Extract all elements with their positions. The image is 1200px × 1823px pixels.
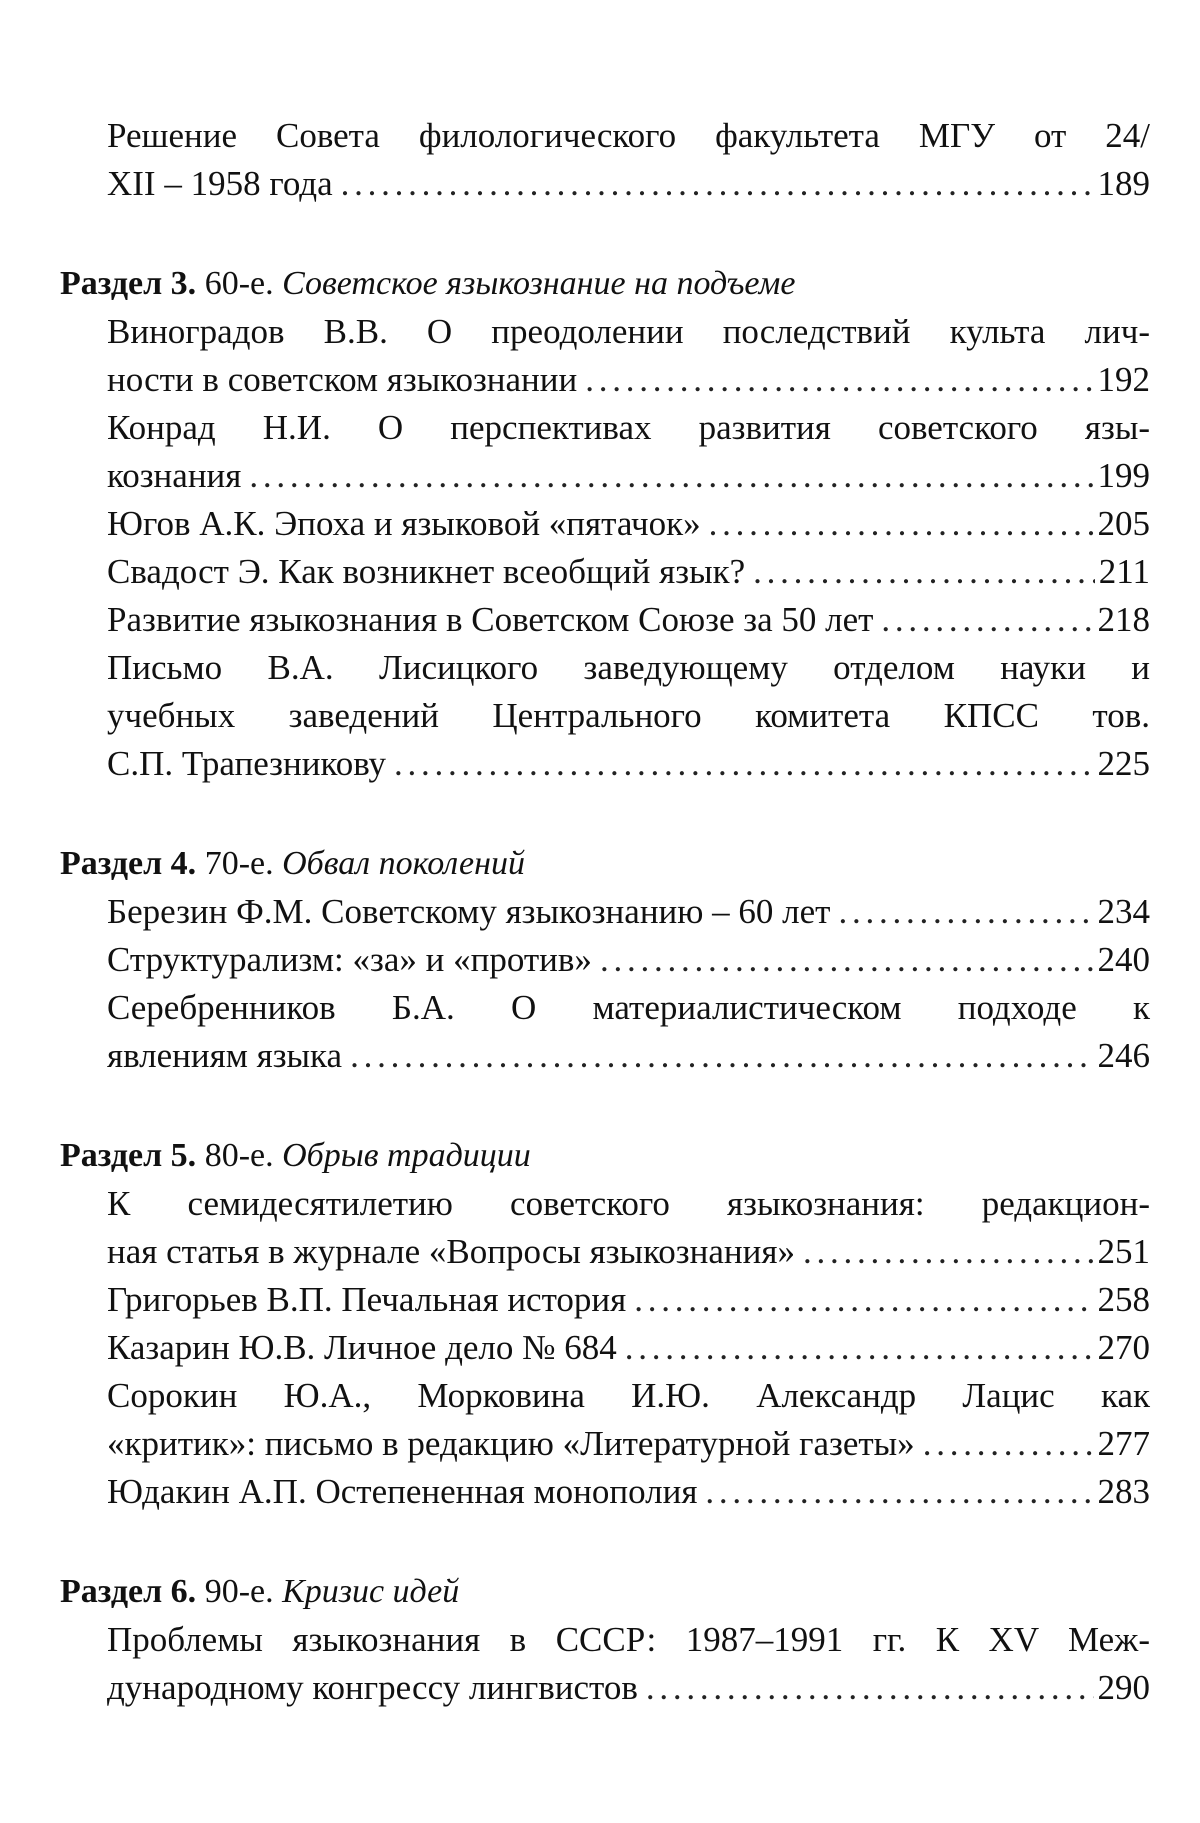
section-decade: 60-е. xyxy=(204,265,274,302)
section-heading xyxy=(60,1132,1150,1180)
entry-last-line xyxy=(107,1664,1150,1712)
entry-last-line xyxy=(107,1276,1150,1324)
page-number: 258 xyxy=(1097,1280,1150,1319)
page-number: 283 xyxy=(1097,1472,1150,1511)
toc-entry xyxy=(107,1276,1150,1324)
dot-leader xyxy=(350,1032,1093,1080)
dot-leader xyxy=(394,740,1093,788)
toc-entry xyxy=(107,936,1150,984)
toc-intro xyxy=(60,112,1150,208)
entry-line: Серебренников Б.А. О материалистическом подходе к xyxy=(107,988,1150,1027)
entry-line: Письмо В.А. Лисицкого заведующему отделом науки и xyxy=(107,648,1150,687)
toc-entry xyxy=(107,548,1150,596)
entry-text: Структурализм: «за» и «против» xyxy=(107,940,592,979)
entry-last-line xyxy=(107,740,1150,788)
dot-leader xyxy=(249,452,1093,500)
dot-leader xyxy=(881,596,1093,644)
section-decade: 90-е. xyxy=(204,1573,274,1610)
entry-text: кознания xyxy=(107,456,242,495)
entry-last-line xyxy=(107,500,1150,548)
page-number: 225 xyxy=(1097,744,1150,783)
toc-entry xyxy=(107,984,1150,1080)
table-of-contents xyxy=(60,112,1150,1764)
toc-section-4 xyxy=(60,840,1150,1080)
entry-text: Развитие языкознания в Советском Союзе за 50 лет xyxy=(107,600,874,639)
section-heading xyxy=(60,840,1150,888)
entry-last-line xyxy=(107,356,1150,404)
page-number: 234 xyxy=(1097,892,1150,931)
section-decade: 70-е. xyxy=(204,845,274,882)
entry-line: К семидесятилетию советского языкознания: редакцион- xyxy=(107,1184,1150,1223)
toc-entry xyxy=(107,596,1150,644)
dot-leader xyxy=(646,1664,1094,1712)
entry-last-line xyxy=(107,1420,1150,1468)
entry-last-line xyxy=(107,888,1150,936)
entry-line: Сорокин Ю.А., Морковина И.Ю. Александр Лацис как xyxy=(107,1376,1150,1415)
entry-last-line xyxy=(107,596,1150,644)
page-number: 192 xyxy=(1097,360,1150,399)
section-label: Раздел 4. xyxy=(60,845,197,882)
page-number: 189 xyxy=(1097,164,1150,203)
entry-line: Виноградов В.В. О преодолении последствий культа лич- xyxy=(107,312,1150,351)
entry-line: учебных заведений Центрального комитета КПСС тов. xyxy=(107,696,1150,735)
entry-last-line xyxy=(107,452,1150,500)
toc-section-3 xyxy=(60,260,1150,788)
dot-leader xyxy=(753,548,1095,596)
section-label: Раздел 3. xyxy=(60,265,197,302)
entry-text: Березин Ф.М. Советскому языкознанию – 60 лет xyxy=(107,892,831,931)
section-heading xyxy=(60,260,1150,308)
section-heading xyxy=(60,1568,1150,1616)
section-label: Раздел 6. xyxy=(60,1573,197,1610)
entry-text: ности в советском языкознании xyxy=(107,360,578,399)
page-number: 246 xyxy=(1097,1036,1150,1075)
toc-entry xyxy=(107,112,1150,208)
toc-entry xyxy=(107,888,1150,936)
entry-line: Проблемы языкознания в СССР: 1987–1991 гг. К XV Меж- xyxy=(107,1620,1150,1659)
toc-section-6 xyxy=(60,1568,1150,1712)
section-decade: 80-е. xyxy=(204,1137,274,1174)
entry-text: явлениям языка xyxy=(107,1036,343,1075)
dot-leader xyxy=(705,1468,1093,1516)
entry-last-line xyxy=(107,1032,1150,1080)
toc-entry xyxy=(107,1372,1150,1468)
toc-entry xyxy=(107,1616,1150,1712)
toc-entry xyxy=(107,1180,1150,1276)
entry-last-line xyxy=(107,160,1150,208)
entry-text: С.П. Трапезникову xyxy=(107,744,387,783)
dot-leader xyxy=(625,1324,1094,1372)
page-number: 199 xyxy=(1097,456,1150,495)
entry-text: Казарин Ю.В. Личное дело № 684 xyxy=(107,1328,617,1367)
toc-entry xyxy=(107,500,1150,548)
entry-text: Юдакин А.П. Остепененная монополия xyxy=(107,1472,698,1511)
toc-entry xyxy=(107,404,1150,500)
toc-entry xyxy=(107,644,1150,788)
page-number: 251 xyxy=(1097,1232,1150,1271)
dot-leader xyxy=(923,1420,1094,1468)
toc-entry xyxy=(107,308,1150,404)
dot-leader xyxy=(709,500,1094,548)
entry-last-line xyxy=(107,1324,1150,1372)
page-number: 290 xyxy=(1097,1668,1150,1707)
entry-last-line xyxy=(107,1228,1150,1276)
entry-text: ная статья в журнале «Вопросы языкознания» xyxy=(107,1232,795,1271)
entry-text: Югов А.К. Эпоха и языковой «пятачок» xyxy=(107,504,701,543)
entry-text: Григорьев В.П. Печальная история xyxy=(107,1280,627,1319)
entry-text: XII – 1958 года xyxy=(107,164,333,203)
section-title: Обрыв традиции xyxy=(282,1137,531,1174)
entry-text: Свадост Э. Как возникнет всеобщий язык? xyxy=(107,552,746,591)
toc-section-5 xyxy=(60,1132,1150,1516)
dot-leader xyxy=(585,356,1093,404)
toc-entry xyxy=(107,1468,1150,1516)
dot-leader xyxy=(341,160,1094,208)
entry-last-line xyxy=(107,936,1150,984)
toc-entry xyxy=(107,1324,1150,1372)
entry-last-line xyxy=(107,1468,1150,1516)
page-number: 205 xyxy=(1097,504,1150,543)
entry-text: «критик»: письмо в редакцию «Литературной газеты» xyxy=(107,1424,915,1463)
page-number: 270 xyxy=(1097,1328,1150,1367)
page-number: 218 xyxy=(1097,600,1150,639)
page-number: 240 xyxy=(1097,940,1150,979)
entry-line: Решение Совета филологического факультета МГУ от 24/ xyxy=(107,116,1150,155)
page-number: 211 xyxy=(1098,552,1150,591)
entry-line: Конрад Н.И. О перспективах развития советского язы- xyxy=(107,408,1150,447)
dot-leader xyxy=(634,1276,1093,1324)
section-title: Обвал поколений xyxy=(282,845,526,882)
section-label: Раздел 5. xyxy=(60,1137,197,1174)
dot-leader xyxy=(803,1228,1094,1276)
section-title: Кризис идей xyxy=(282,1573,460,1610)
entry-last-line xyxy=(107,548,1150,596)
dot-leader xyxy=(600,936,1094,984)
section-title: Советское языкознание на подъеме xyxy=(282,265,796,302)
entry-text: дународному конгрессу лингвистов xyxy=(107,1668,638,1707)
page-number: 277 xyxy=(1097,1424,1150,1463)
dot-leader xyxy=(838,888,1093,936)
